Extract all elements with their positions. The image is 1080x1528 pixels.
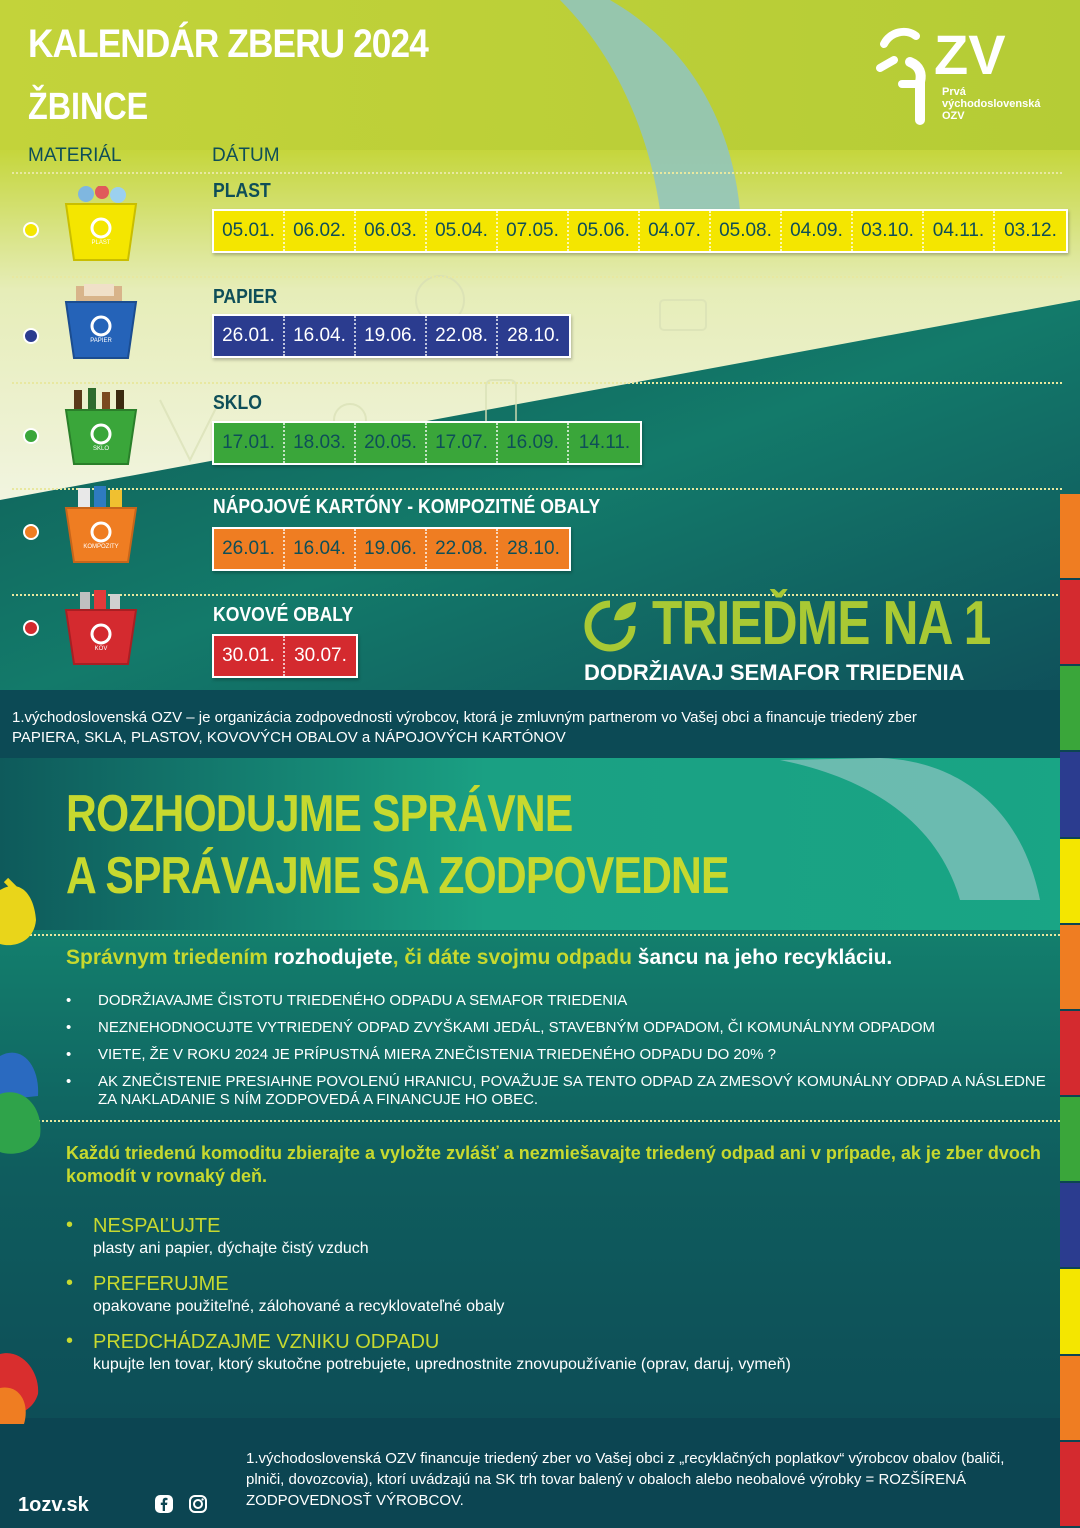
- bin-label: KOV: [94, 646, 108, 652]
- semafor-segment: [1060, 925, 1080, 1011]
- intro-text: [12, 708, 1052, 748]
- website-link[interactable]: 1ozv.sk: [18, 1494, 89, 1516]
- tip-item: [66, 1330, 1046, 1376]
- collection-date: 28.10.: [507, 325, 560, 346]
- collection-date: 17.01.: [214, 423, 285, 463]
- semafor-segment: [1060, 494, 1080, 580]
- kompozity-dates: [212, 527, 571, 571]
- semafor-segment: [1060, 1356, 1080, 1442]
- collection-date: 16.09.: [498, 423, 569, 463]
- kov-label: KOVOVÉ OBALY: [213, 604, 354, 626]
- semafor-segment: [1060, 1097, 1080, 1183]
- sklo-bin-icon: [62, 388, 140, 466]
- bin-label: KOMPOZITY: [83, 544, 119, 550]
- collection-date: 30.01.: [214, 636, 285, 676]
- intro-line-1: 1.východoslovenská OZV – je organizácia zodpovednosti výrobcov, ktorá je zmluvným partnerom vo Vašej obci a financuje triedený zber: [12, 709, 917, 726]
- headline-line-1: ROZHODUJME SPRÁVNE: [66, 785, 573, 843]
- kompozity-color-dot: [23, 524, 39, 540]
- intro-line-2: PAPIERA, SKLA, PLASTOV, KOVOVÝCH OBALOV a NÁPOJOVÝCH KARTÓNOV: [12, 729, 566, 746]
- bin-label: SKLO: [92, 446, 110, 452]
- collection-date: 18.03.: [285, 423, 356, 463]
- rule-item: • DODRŽIAVAJME ČISTOTU TRIEDENÉHO ODPADU A SEMAFOR TRIEDENIA: [66, 992, 1046, 1010]
- collection-date: 17.07.: [427, 423, 498, 463]
- rules-list: [66, 992, 1046, 1118]
- bin-label: PLAST: [91, 240, 111, 246]
- logo-line-3: OZV: [942, 110, 965, 122]
- kov-color-dot: [23, 620, 39, 636]
- instagram-icon[interactable]: [188, 1494, 208, 1514]
- tip-title: • NESPAĽUJTE: [93, 1215, 221, 1237]
- separator: [12, 276, 1062, 278]
- kov-dates: [212, 634, 358, 678]
- slogan-sub: DODRŽIAVAJ SEMAFOR TRIEDENIA: [584, 660, 965, 685]
- collection-date: 16.04.: [285, 316, 356, 356]
- papier-dates: [212, 314, 571, 358]
- collection-date: 30.07.: [294, 645, 347, 666]
- separate-collection-note: Každú triedenú komoditu zbierajte a vyložte zvlášť a nezmiešavajte triedený odpad ani v prípade, ak je zber dvoch komodít v rovnaký deň.: [66, 1143, 1041, 1186]
- tip-text: plasty ani papier, dýchajte čistý vzduch: [93, 1240, 369, 1257]
- collection-date: 20.05.: [356, 423, 427, 463]
- lead-text: [66, 946, 892, 970]
- collection-date: 14.11.: [578, 432, 631, 453]
- tip-text: opakovane použiteľné, zálohované a recyklovateľné obaly: [93, 1298, 505, 1315]
- rule-item: • NEZNEHODNOCUJTE VYTRIEDENÝ ODPAD ZVYŠKAMI JEDÁL, STAVEBNÝM ODPADOM, ČI KOMUNÁLNYM ODPADOM: [66, 1019, 1046, 1037]
- collection-date: 19.06.: [356, 529, 427, 569]
- tip-item: [66, 1214, 1046, 1260]
- slogan-main: TRIEĎME NA 1: [652, 589, 991, 658]
- social-icons: [154, 1494, 208, 1514]
- semafor-segment: [1060, 1183, 1080, 1269]
- page-title: KALENDÁR ZBERU 2024: [28, 22, 428, 66]
- collection-date: 05.04.: [427, 211, 498, 251]
- headline-line-2: A SPRÁVAJME SA ZODPOVEDNE: [66, 847, 729, 905]
- plast-bin-icon: [62, 186, 140, 264]
- collection-date: 28.10.: [507, 538, 560, 559]
- separator: [30, 1120, 1060, 1122]
- leaf-cycle-icon: [580, 596, 640, 656]
- collection-date: 04.09.: [782, 211, 853, 251]
- collection-date: 06.02.: [285, 211, 356, 251]
- collection-date: 26.01.: [214, 316, 285, 356]
- material-column-header: MATERIÁL: [28, 145, 122, 166]
- plast-dates: [212, 209, 1068, 253]
- sklo-label: SKLO: [213, 392, 262, 414]
- rule-item: • VIETE, ŽE V ROKU 2024 JE PRÍPUSTNÁ MIERA ZNEČISTENIA TRIEDENÉHO ODPADU DO 20% ?: [66, 1046, 1046, 1064]
- semafor-segment: [1060, 839, 1080, 925]
- collection-date: 19.06.: [356, 316, 427, 356]
- separator: [12, 488, 1062, 490]
- lead-part-3: , či dáte svojmu odpadu: [392, 946, 638, 969]
- collection-date: 16.04.: [285, 529, 356, 569]
- kompozity-label: NÁPOJOVÉ KARTÓNY - KOMPOZITNÉ OBALY: [213, 496, 601, 518]
- lead-part-1: Správnym triedením: [66, 946, 274, 969]
- tip-item: [66, 1272, 1046, 1318]
- collection-date: 05.08.: [711, 211, 782, 251]
- tip-text: kupujte len tovar, ktorý skutočne potrebujete, uprednostnite znovupoužívanie (oprav, daruj, vymeň): [93, 1356, 791, 1373]
- collection-date: 03.12.: [1004, 220, 1057, 241]
- semafor-segment: [1060, 752, 1080, 838]
- tip-title: • PREDCHÁDZAJME VZNIKU ODPADU: [93, 1331, 440, 1353]
- semafor-segment: [1060, 1011, 1080, 1097]
- logo-line-2: východoslovenská: [942, 98, 1041, 110]
- yellow-bag-icon: [0, 870, 40, 950]
- semafor-segment: [1060, 1442, 1080, 1528]
- semafor-segment: [1060, 666, 1080, 752]
- semafor-segment: [1060, 1269, 1080, 1355]
- separator: [12, 172, 1062, 174]
- collection-date: 26.01.: [214, 529, 285, 569]
- lead-part-4: šancu na jeho recykláciu.: [637, 946, 893, 969]
- logo-line-1: Prvá: [942, 86, 966, 98]
- collection-date: 05.01.: [214, 211, 285, 251]
- bin-label: PAPIER: [90, 338, 112, 344]
- kompozity-bin-icon: [62, 486, 140, 564]
- red-orange-bags-icon: [0, 1344, 44, 1424]
- logo-mark: ZV: [934, 23, 1006, 86]
- kov-bin-icon: [62, 590, 140, 668]
- semafor-color-bar: [1060, 494, 1080, 1528]
- collection-date: 04.07.: [640, 211, 711, 251]
- tip-title: • PREFERUJME: [93, 1273, 229, 1295]
- collection-date: 05.06.: [569, 211, 640, 251]
- separator: [12, 382, 1062, 384]
- tips-list: [66, 1214, 1046, 1388]
- collection-date: 04.11.: [924, 211, 995, 251]
- collection-date: 07.05.: [498, 211, 569, 251]
- collection-date: 22.08.: [427, 316, 498, 356]
- plast-color-dot: [23, 222, 39, 238]
- papier-label: PAPIER: [213, 286, 278, 308]
- municipality-name: ŽBINCE: [28, 86, 149, 128]
- collection-date: 03.10.: [853, 211, 924, 251]
- facebook-icon[interactable]: [154, 1494, 174, 1514]
- blue-green-bags-icon: [0, 1036, 46, 1156]
- papier-color-dot: [23, 328, 39, 344]
- collection-date: 06.03.: [356, 211, 427, 251]
- plast-label: PLAST: [213, 180, 271, 202]
- rule-item: • AK ZNEČISTENIE PRESIAHNE POVOLENÚ HRANICU, POVAŽUJE SA TENTO ODPAD ZA ZMESOVÝ KOMUNÁLNY ODPAD A NÁSLEDNE ZA NAKLADANIE S NÍM ZODPOVEDÁ A FINANCUJE HO OBEC.: [66, 1073, 1046, 1109]
- semafor-segment: [1060, 580, 1080, 666]
- papier-bin-icon: [62, 284, 140, 362]
- separator: [30, 934, 1060, 936]
- collection-date: 22.08.: [427, 529, 498, 569]
- date-column-header: DÁTUM: [212, 145, 280, 166]
- lead-part-2: rozhodujete: [273, 946, 393, 969]
- sklo-color-dot: [23, 428, 39, 444]
- footer-note: 1.východoslovenská OZV financuje triedený zber vo Vašej obci z „recyklačných poplatkov“ výrobcov obalov (baliči, plniči, dovozcovia), ktorí uvádzajú na SK trh tovar balený v obaloch alebo neobalové výrobky = ROZŠÍRENÁ ZODPOVEDNOSŤ VÝROBCOV.: [246, 1450, 1005, 1509]
- sklo-dates: [212, 421, 642, 465]
- logo-subtitle: [942, 86, 1040, 122]
